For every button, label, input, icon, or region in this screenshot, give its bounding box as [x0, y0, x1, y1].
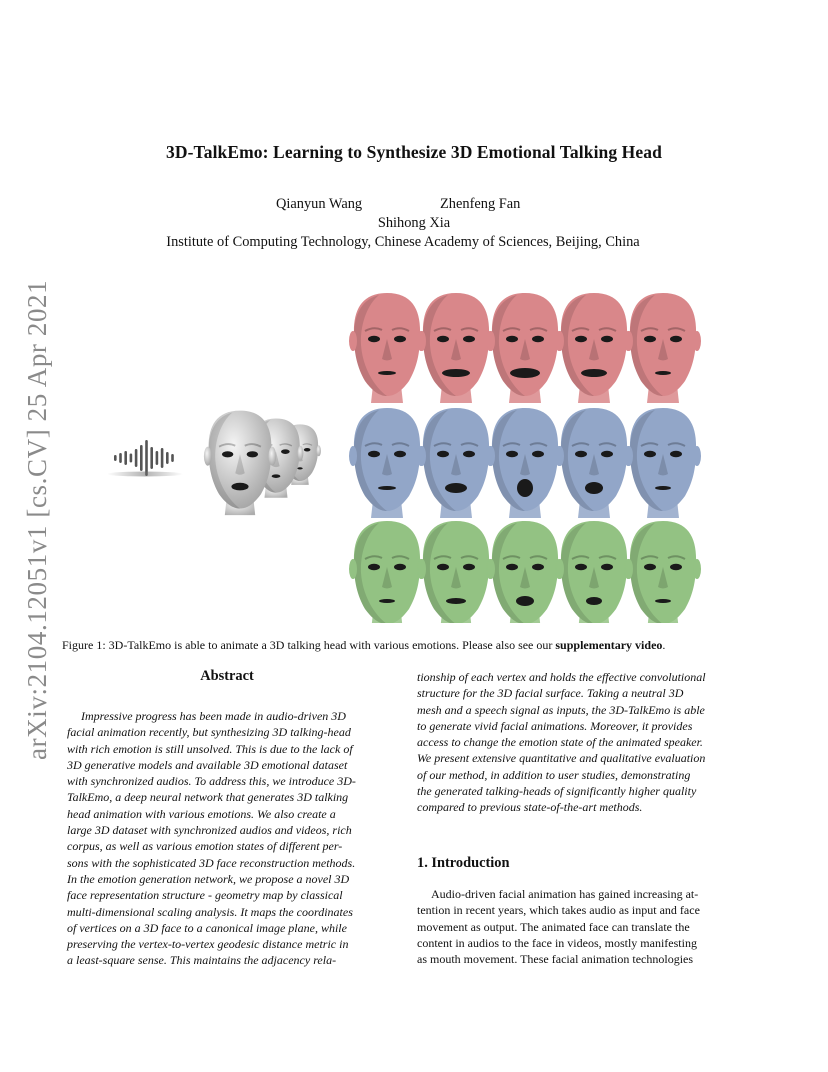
abstract-body-continued — [417, 669, 739, 816]
face-mesh — [349, 521, 425, 623]
waveform-bar — [166, 452, 169, 464]
abstract-heading: Abstract — [200, 668, 254, 684]
text-line: corpus, as well as various emotion states of different per- — [67, 839, 343, 854]
text-line: to generate vivid facial animations. Moreover, it provides — [417, 718, 693, 733]
neutral-head-stack — [204, 411, 321, 515]
face-mesh — [349, 293, 425, 403]
text-line: access to change the emotion state of the animated speaker. — [417, 735, 703, 750]
face-mesh — [418, 408, 494, 518]
teaser-figure — [100, 288, 740, 623]
waveform-reflection — [107, 472, 183, 477]
abstract-body — [67, 708, 389, 969]
face-mesh — [418, 293, 494, 403]
text-line: as mouth movement. These facial animation technologies — [417, 952, 694, 967]
face-mesh — [204, 411, 276, 515]
supplementary-video-link[interactable]: supplementary video — [555, 638, 663, 652]
waveform-bar — [161, 448, 164, 468]
emotion-head-grid — [349, 293, 701, 623]
face-mesh — [625, 521, 701, 623]
text-line: a least-square sense. This maintains the adjacency rela- — [67, 953, 337, 968]
text-line: content in audios to the face in videos, mostly manifesting — [417, 935, 697, 950]
text-line: In the emotion generation network, we propose a novel 3D — [67, 871, 350, 886]
waveform-bar — [114, 455, 117, 461]
text-line: of vertices on a 3D face to a canonical image plane, while — [67, 920, 347, 935]
text-line: face representation structure - geometry map by classical — [67, 888, 343, 903]
figure-caption — [62, 638, 770, 653]
text-line: mesh and a speech signal as inputs, the 3D-TalkEmo is able — [417, 702, 705, 717]
waveform-bar — [130, 454, 133, 463]
waveform-bar — [156, 451, 159, 465]
text-line: compared to previous state-of-the-art methods. — [417, 800, 643, 815]
text-line: head animation with various emotions. We also create a — [67, 806, 336, 821]
face-mesh — [556, 521, 632, 623]
text-line: Impressive progress has been made in audio-driven 3D — [81, 709, 346, 723]
waveform-bar — [150, 447, 153, 469]
text-line: tionship of each vertex and holds the effective convolutional — [417, 670, 706, 684]
text-line: movement as output. The animated face can translate the — [417, 919, 690, 934]
text-line: with synchronized audios. To address this, we introduce 3D- — [67, 774, 356, 789]
text-line: facial animation recently, but synthesizing 3D talking-head — [67, 725, 351, 740]
waveform-bar — [140, 445, 143, 471]
author-affiliation: Institute of Computing Technology, Chinese Academy of Sciences, Beijing, China — [166, 234, 640, 250]
introduction-heading: 1. Introduction — [417, 855, 510, 871]
face-mesh — [625, 293, 701, 403]
face-mesh — [556, 293, 632, 403]
audio-waveform-icon — [107, 440, 183, 477]
author-name: Qianyun Wang — [276, 196, 363, 212]
author-name: Shihong Xia — [377, 215, 451, 231]
face-mesh — [487, 293, 563, 403]
text-line: preserving the vertex-to-vertex geodesic distance metric in — [67, 937, 349, 952]
text-line: sons with the sophisticated 3D face reconstruction methods. — [67, 855, 356, 870]
waveform-bar — [124, 451, 127, 465]
text-line: the generated talking-heads of significantly higher quality — [417, 784, 697, 799]
text-line: with rich emotion is still unsolved. This is due to the lack of — [67, 741, 353, 756]
paper-title: 3D-TalkEmo: Learning to Synthesize 3D Emotional Talking Head — [166, 142, 662, 162]
text-line: Audio-driven facial animation has gained increasing at- — [431, 887, 699, 901]
waveform-bar — [119, 453, 122, 463]
waveform-bar — [135, 449, 138, 467]
face-mesh — [556, 408, 632, 518]
text-line: structure for the 3D facial surface. Taking a neutral 3D — [417, 686, 684, 701]
waveform-bar — [171, 454, 174, 462]
text-line: multi-dimensional scaling analysis. It maps the coordinates — [67, 904, 353, 919]
face-mesh — [487, 521, 563, 623]
waveform-bar — [145, 440, 148, 476]
text-line: tention in recent years, which takes audio as input and face — [417, 903, 700, 918]
text-line: 3D generative models and available 3D emotional dataset — [67, 757, 348, 772]
text-line: We present extensive quantitative and qualitative evaluation — [417, 751, 706, 766]
text-line: TalkEmo, a deep neural network that generates 3D talking — [67, 790, 349, 805]
arxiv-identifier: arXiv:2104.12051v1 [cs.CV] 25 Apr 2021 — [22, 279, 52, 760]
text-line: of our method, in addition to user studies, demonstrating — [417, 767, 691, 782]
text-line: large 3D dataset with synchronized audios and videos, rich — [67, 823, 352, 838]
face-mesh — [349, 408, 425, 518]
caption-end: . — [662, 638, 666, 652]
caption-text: Figure 1: 3D-TalkEmo is able to animate a 3D talking head with various emotions. Please also see our — [62, 638, 553, 652]
author-name: Zhenfeng Fan — [440, 196, 521, 212]
introduction-body — [417, 886, 739, 967]
face-mesh — [487, 408, 563, 518]
face-mesh — [418, 521, 494, 623]
face-mesh — [625, 408, 701, 518]
